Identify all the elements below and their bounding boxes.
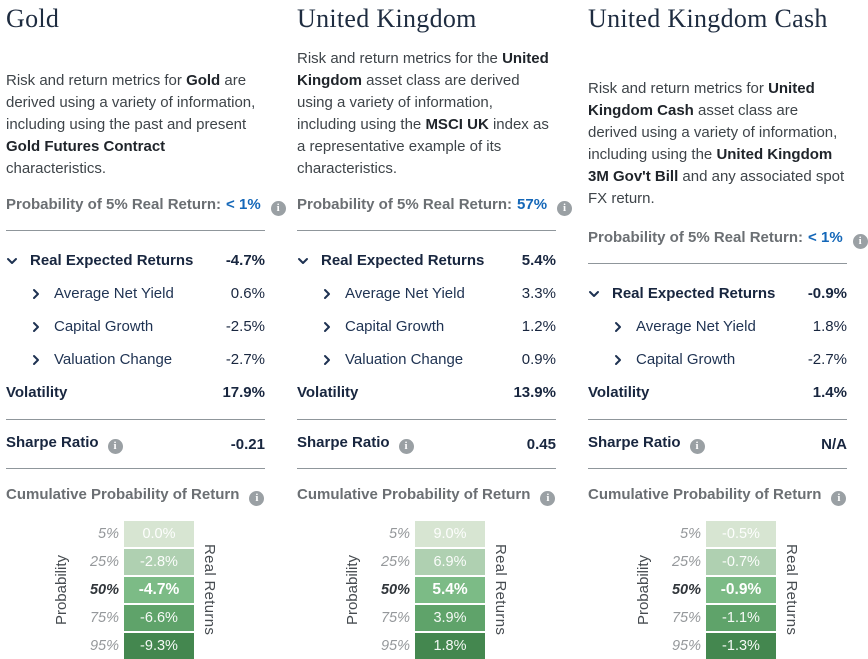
metric-label: Valuation Change [345,351,464,368]
probability-value: < 1% [226,196,261,213]
probability-label: Probability of 5% Real Return: [588,229,804,246]
probability-tick: 75% [380,610,410,626]
probability-tick: 95% [89,638,119,654]
metric-label: Capital Growth [54,318,154,335]
heatmap-rows [364,521,485,659]
metric-value: 1.2% [521,318,556,335]
metric-label: Volatility [588,384,650,401]
probability-tick: 75% [671,610,701,626]
metric-label: Volatility [6,384,68,401]
metric-label: Real Expected Returns [612,285,776,302]
sharpe-value: N/A [821,435,847,453]
heatmap-row [73,521,194,547]
divider [297,230,556,231]
info-icon[interactable]: i [831,491,846,506]
asset-description: Risk and return metrics for the United Kingdom asset class are derived using a variety of information, including using the MSCI UK index as a representative example of its characteristics. [297,50,549,177]
row-valuation-change[interactable] [297,343,556,376]
probability-label: Probability of 5% Real Return: [6,196,222,213]
metric-label: Volatility [297,384,359,401]
metric-value: -0.9% [807,285,847,302]
metric-label: Average Net Yield [636,318,756,335]
heatmap-row [655,549,776,575]
heatmap-row [364,633,485,659]
sharpe-value: -0.21 [230,435,265,453]
heatmap-cell: -0.9% [706,577,776,603]
probability-tick: 50% [671,582,701,598]
row-volatility [6,376,265,409]
chevron-down-icon [6,255,18,267]
metric-label: Capital Growth [345,318,445,335]
row-volatility [588,376,847,409]
probability-of-return-line [6,195,280,216]
probability-of-return-line [588,228,862,249]
probability-tick: 95% [380,638,410,654]
cumulative-probability-heatmap [297,521,556,659]
row-capital-growth[interactable] [297,310,556,343]
asset-card-united-kingdom [297,0,567,659]
heading-label: Cumulative Probability of Return [588,486,822,503]
sharpe-label: Sharpe Ratio [588,434,681,451]
chevron-right-icon [321,354,333,366]
heatmap-row [73,633,194,659]
y-axis-label: Probability [53,554,70,626]
metric-value: 1.8% [812,318,847,335]
heatmap-row [364,605,485,631]
heatmap-row [73,605,194,631]
heatmap-cell: -6.6% [124,605,194,631]
x-axis-label: Real Returns [201,544,218,636]
probability-of-return-line [297,195,567,216]
sharpe-label: Sharpe Ratio [6,434,99,451]
heatmap-rows [655,521,776,659]
probability-tick: 25% [671,554,701,570]
heatmap-row-median [655,577,776,603]
metric-value: 13.9% [513,384,556,401]
metric-value: -2.7% [807,351,847,368]
heatmap-row [655,633,776,659]
row-capital-growth[interactable] [588,343,847,376]
metrics-table [588,277,847,409]
chevron-right-icon [321,321,333,333]
heatmap-cell: 9.0% [415,521,485,547]
metric-value: -2.5% [225,318,265,335]
heatmap-cell: 5.4% [415,577,485,603]
probability-value: < 1% [808,229,843,246]
heatmap-row [655,521,776,547]
probability-tick: 5% [389,526,410,542]
heading-label: Cumulative Probability of Return [6,486,240,503]
divider [588,263,847,264]
heatmap-cell: 1.8% [415,633,485,659]
row-real-expected-returns[interactable] [588,277,847,310]
row-capital-growth[interactable] [6,310,265,343]
heatmap-cell: -0.5% [706,521,776,547]
metric-value: -2.7% [225,351,265,368]
info-icon[interactable]: i [540,491,555,506]
chevron-down-icon [588,288,600,300]
sharpe-ratio-row [297,420,556,468]
heatmap-row [364,521,485,547]
metric-value: -4.7% [225,252,265,269]
chevron-down-icon [297,255,309,267]
y-axis-label: Probability [344,554,361,626]
heatmap-cell: -1.3% [706,633,776,659]
metric-value: 0.6% [230,285,265,302]
heatmap-row [73,549,194,575]
metrics-table [6,244,265,409]
row-valuation-change[interactable] [6,343,265,376]
sharpe-ratio-row [6,420,265,468]
chevron-right-icon [321,288,333,300]
info-icon[interactable]: i [249,491,264,506]
probability-value: 57% [517,196,548,213]
metric-label: Capital Growth [636,351,736,368]
probability-tick: 95% [671,638,701,654]
info-icon[interactable]: i [271,201,286,216]
cumulative-probability-heatmap [588,521,847,659]
row-average-net-yield[interactable] [297,277,556,310]
metric-label: Average Net Yield [54,285,174,302]
info-icon[interactable]: i [399,439,414,454]
heatmap-rows [73,521,194,659]
metric-label: Average Net Yield [345,285,465,302]
divider [588,468,847,469]
cumulative-probability-heatmap [6,521,265,659]
info-icon[interactable]: i [108,439,123,454]
row-real-expected-returns[interactable] [6,244,265,277]
divider [6,230,265,231]
metrics-table [297,244,556,409]
row-average-net-yield[interactable] [6,277,265,310]
info-icon[interactable]: i [690,439,705,454]
asset-card-united-kingdom-cash [588,0,862,659]
heatmap-cell: -9.3% [124,633,194,659]
metric-value: 17.9% [222,384,265,401]
x-axis-label: Real Returns [783,544,800,636]
metric-value: 5.4% [521,252,556,269]
probability-tick: 5% [98,526,119,542]
x-axis-label: Real Returns [492,544,509,636]
heatmap-row-median [364,577,485,603]
heatmap-row [655,605,776,631]
metric-value: 1.4% [812,384,847,401]
row-real-expected-returns[interactable] [297,244,556,277]
asset-description: Risk and return metrics for Gold are derived using a variety of information, including using the past and present Gold Futures Contract characteristics. [6,72,256,177]
metric-value: 0.9% [521,351,556,368]
heatmap-cell: 3.9% [415,605,485,631]
sharpe-label: Sharpe Ratio [297,434,390,451]
probability-tick: 5% [680,526,701,542]
divider [297,468,556,469]
heatmap-cell: -1.1% [706,605,776,631]
probability-tick: 50% [89,582,119,598]
heatmap-cell: -2.8% [124,549,194,575]
asset-title: Gold [6,4,60,33]
cumulative-probability-heading [588,485,847,506]
cumulative-probability-heading [297,485,556,506]
probability-tick: 75% [89,610,119,626]
heatmap-cell: 6.9% [415,549,485,575]
chevron-right-icon [30,354,42,366]
heatmap-cell: -4.7% [124,577,194,603]
chevron-right-icon [30,288,42,300]
chevron-right-icon [612,321,624,333]
heatmap-row [364,549,485,575]
metric-label: Real Expected Returns [321,252,485,269]
metric-label: Real Expected Returns [30,252,194,269]
heatmap-row-median [73,577,194,603]
sharpe-value: 0.45 [526,435,556,453]
cumulative-probability-heading [6,485,265,506]
info-icon[interactable]: i [557,201,572,216]
chevron-right-icon [30,321,42,333]
y-axis-label: Probability [635,554,652,626]
asset-title: United Kingdom Cash [588,4,828,33]
heatmap-cell: -0.7% [706,549,776,575]
probability-tick: 25% [89,554,119,570]
metric-value: 3.3% [521,285,556,302]
heatmap-cell: 0.0% [124,521,194,547]
asset-title: United Kingdom [297,4,477,33]
info-icon[interactable]: i [853,234,868,249]
row-volatility [297,376,556,409]
sharpe-ratio-row [588,420,847,468]
metric-label: Valuation Change [54,351,173,368]
probability-tick: 50% [380,582,410,598]
chevron-right-icon [612,354,624,366]
probability-label: Probability of 5% Real Return: [297,196,513,213]
asset-card-gold [6,0,280,659]
probability-tick: 25% [380,554,410,570]
row-average-net-yield[interactable] [588,310,847,343]
divider [6,468,265,469]
heading-label: Cumulative Probability of Return [297,486,531,503]
asset-description: Risk and return metrics for United Kingdom Cash asset class are derived using a variety of information, including using the United Kingdom 3M Gov't Bill and any associated spot FX return. [588,80,845,207]
